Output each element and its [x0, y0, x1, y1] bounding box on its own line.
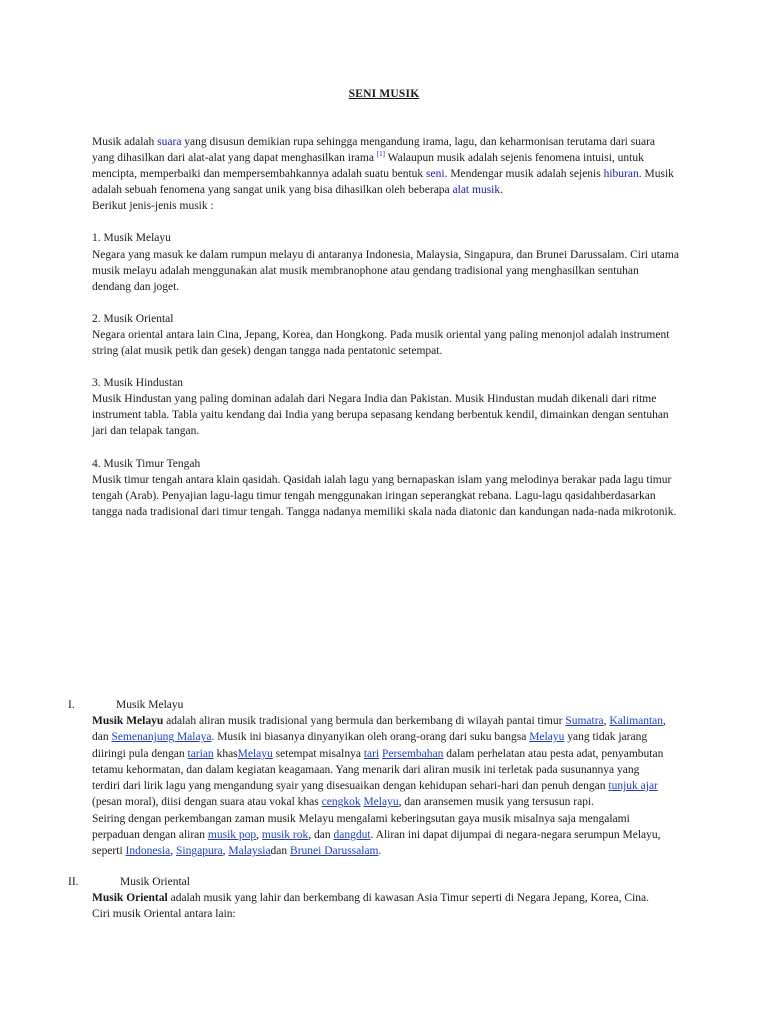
section-text: Seiring dengan perkembangan zaman musik Melayu mengalami keberingsutan gaya musik misalnya saja mengalami perpaduan dengan aliran: [92, 812, 630, 842]
bold-term: Musik Melayu: [92, 715, 164, 727]
section-text: . Aliran ini dapat dijumpai di negara-negara serumpun Melayu, seperti: [92, 829, 661, 858]
link-tari[interactable]: tari: [363, 747, 380, 760]
link-suara[interactable]: suara: [157, 136, 182, 148]
link-dangdut[interactable]: dangdut: [333, 829, 371, 842]
section-two-paragraph: [92, 890, 667, 906]
intro-list-lead: Berikut jenis-jenis musik :: [92, 200, 214, 213]
section-text: adalah musik yang lahir dan berkembang di kawasan Asia Timur seperti di Negara Jepang, Korea, Cina.: [167, 892, 649, 904]
section-text: .: [378, 845, 382, 858]
section-text: dan: [270, 845, 291, 858]
link-kalimantan[interactable]: Kalimantan: [609, 715, 664, 727]
section-number: II.: [68, 876, 79, 888]
type-heading: 2. Musik Oriental: [92, 312, 174, 325]
type-text: Negara yang masuk ke dalam rumpun melayu di antaranya Indonesia, Malaysia, Singapura, dan Brunei Darussalam. Ciri utama musik melayu adalah menggunakan alat musik membranophone atau gendang tradisional yang menghasilkan sentuhan dendang dan joget.: [92, 248, 679, 293]
section-text: , dan aransemen musik yang tersusun rapi.: [398, 796, 595, 809]
intro-text: . Musik adalah sebuah fenomena yang sangat unik yang bisa dihasilkan oleh beberapa: [92, 168, 674, 197]
section-text: setempat misalnya: [272, 747, 364, 760]
section-text: ,: [222, 845, 229, 858]
type-text: Negara oriental antara lain Cina, Jepang, Korea, dan Hongkong. Pada musik oriental yang paling menonjol adalah instrument string (alat musik petik dan gesek) dengan tangga nada pentatonic setempat.: [92, 328, 670, 358]
link-melayu[interactable]: Melayu: [237, 747, 273, 760]
section-text: . Musik ini biasanya dinyanyikan oleh orang-orang dari suku bangsa: [211, 731, 530, 744]
intro-paragraph: [92, 134, 680, 198]
section-text: khas: [213, 747, 238, 760]
type-heading: 3. Musik Hindustan: [92, 377, 184, 390]
section-text: , dan: [308, 829, 334, 842]
link-sumatra[interactable]: Sumatra: [565, 715, 604, 727]
link-seni[interactable]: seni: [426, 168, 445, 181]
link-singapura[interactable]: Singapura: [176, 845, 223, 858]
intro-text: Walaupun musik adalah sejenis fenomena intuisi, untuk mencipta, memperbaiki dan mempersembahkannya adalah suatu bentuk: [92, 152, 644, 181]
link-indonesia[interactable]: Indonesia: [125, 845, 171, 858]
link-musik-rok[interactable]: musik rok: [261, 829, 309, 842]
link-malaysia[interactable]: Malaysia: [228, 845, 271, 858]
link-tunjuk-ajar[interactable]: tunjuk ajar: [608, 780, 658, 793]
intro-text: .: [500, 184, 503, 197]
section-one-body: [92, 713, 667, 860]
section-text: ,: [256, 829, 262, 842]
section-two-body: [92, 890, 667, 923]
section-one-paragraph: [92, 713, 667, 811]
link-brunei-darussalam[interactable]: Brunei Darussalam: [290, 845, 379, 858]
section-text: (pesan moral), diisi dengan suara atau vokal khas: [92, 796, 322, 809]
link-persembahan[interactable]: Persembahan: [382, 747, 444, 760]
section-text: ,: [603, 715, 610, 727]
intro-block: [92, 134, 680, 520]
bold-term: Musik Oriental: [92, 892, 168, 904]
link-alat-musik[interactable]: alat musik: [452, 184, 501, 197]
type-heading: 1. Musik Melayu: [92, 232, 171, 245]
section-heading: Musik Melayu: [116, 699, 184, 711]
section-text: yang tidak jarang diiringi pula dengan: [92, 731, 648, 760]
intro-text: . Mendengar musik adalah sejenis: [444, 168, 604, 181]
type-text: Musik timur tengah antara klain qasidah. Qasidah ialah lagu yang bernapaskan islam yang melodinya berakar pada lagu timur tengah (Arab). Penyajian lagu-lagu timur tengah menggunakan iringan seperangkat rebana. Lagu-lagu qasidahberdasarkan tangga nada tradisional dari timur tengah. Tangga nadanya memiliki skala nada diatonic dan kandungan nada-nada mikrotonik.: [92, 473, 677, 518]
intro-text: Musik adalah: [92, 136, 158, 148]
section-one-paragraph-2: [92, 811, 667, 860]
link-hiburan[interactable]: hiburan: [603, 168, 639, 181]
section-text: , dan: [92, 715, 666, 744]
link-melayu[interactable]: Melayu: [529, 731, 565, 744]
section-text: dalam perhelatan atau pesta adat, penyambutan tetamu kehormatan, dan dalam kegiatan keagamaan. Yang menarik dari aliran musik ini terletak pada susunannya yang terdiri dari lirik lagu yang mengandung syair yang disesuaikan dengan kehidupan sehari-hari dan penuh dengan: [92, 747, 664, 793]
link-melayu[interactable]: Melayu: [363, 796, 399, 809]
type-heading: 4. Musik Timur Tengah: [92, 457, 201, 470]
intro-text: yang disusun demikian rupa sehingga mengandung irama, lagu, dan keharmonisan terutama dari suara yang dihasilkan dari alat-alat yang dapat menghasilkan irama: [92, 136, 656, 165]
link-musik-pop[interactable]: musik pop: [207, 829, 257, 842]
type-text: Musik Hindustan yang paling dominan adalah dari Negara India dan Pakistan. Musik Hindustan mudah dikenali dari ritme instrument tabla. Tabla yaitu kendang dai India yang berupa sepasang kendang berbentuk kendil, dimainkan dengan sentuhan jari dan telapak tangan.: [92, 393, 669, 438]
section-heading: Musik Oriental: [120, 876, 190, 888]
link-semenanjung-malaya[interactable]: Semenanjung Malaya: [111, 731, 212, 744]
link-tarian[interactable]: tarian: [187, 747, 214, 760]
section-number: I.: [68, 699, 75, 711]
page-title: SENI MUSIK: [348, 88, 420, 100]
section-two-list-lead: Ciri musik Oriental antara lain:: [92, 908, 236, 921]
footnote-ref[interactable]: [1]: [376, 150, 386, 159]
link-cengkok[interactable]: cengkok: [321, 796, 361, 809]
section-text: adalah aliran musik tradisional yang bermula dan berkembang di wilayah pantai timur: [163, 715, 566, 727]
section-text: ,: [170, 845, 176, 858]
